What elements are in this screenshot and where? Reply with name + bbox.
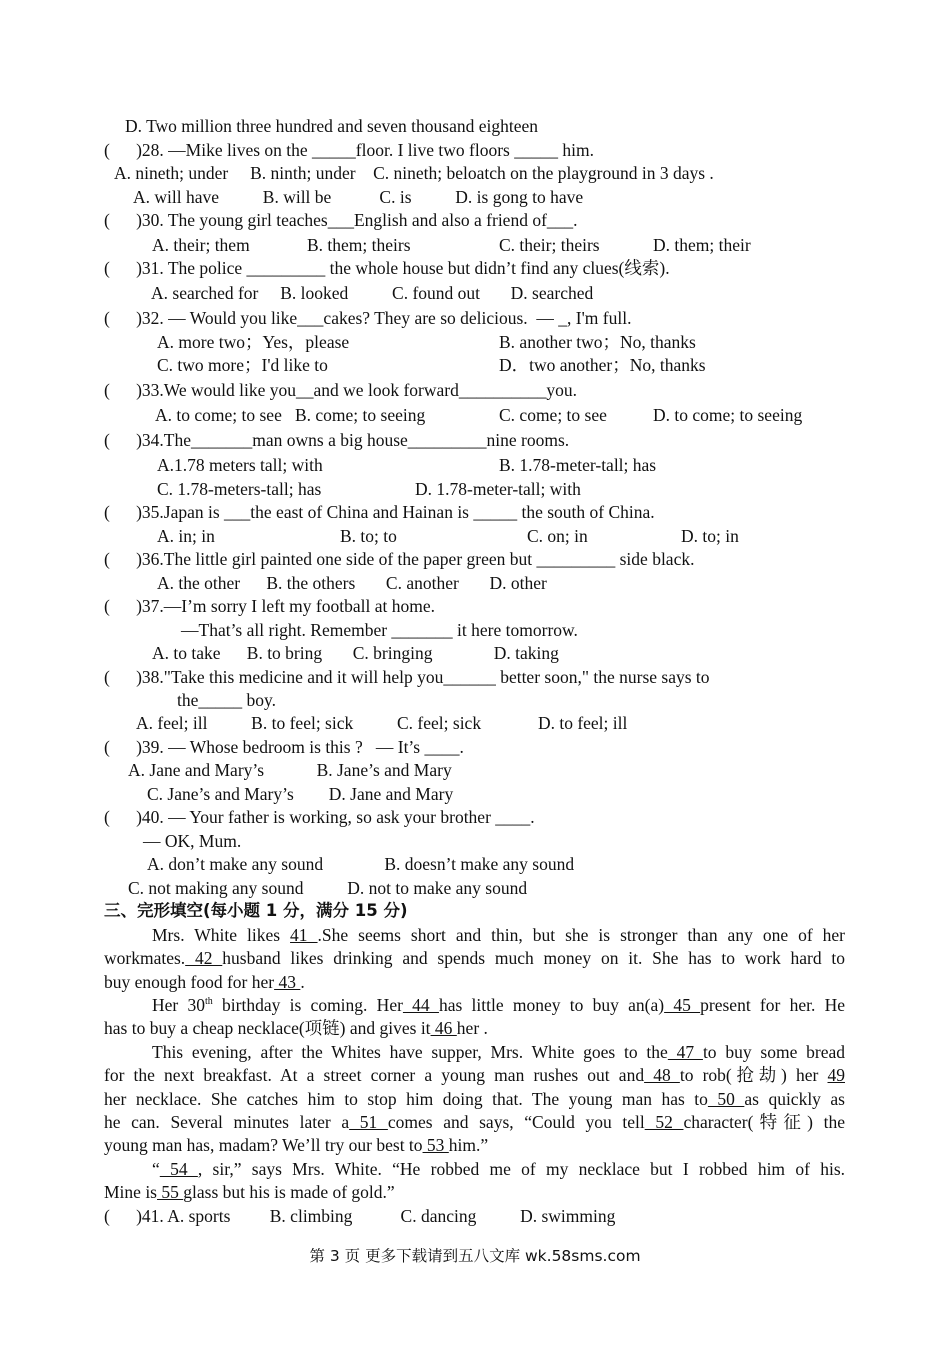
question-37-options: A. to take B. to bring C. bringing D. taking <box>152 643 559 663</box>
question-36-options: A. the other B. the others C. another D. other <box>157 573 547 593</box>
passage-line: Mine is 55 glass but his is made of gold.” <box>104 1182 395 1202</box>
q33-option-d: D. to come; to seeing <box>653 405 803 425</box>
question-41: ( )41. A. sports B. climbing C. dancing D. swimming <box>104 1206 616 1226</box>
q34-option-d: D. 1.78-meter-tall; with <box>415 479 581 499</box>
q40-options-ab: A. don’t make any sound B. doesn’t make any sound <box>147 854 575 874</box>
passage-line: This evening, after the Whites have supper, Mrs. White goes to the 47 to buy some bread <box>152 1042 846 1062</box>
blank-52: 52 <box>644 1112 684 1132</box>
blank-44: 44 <box>402 995 439 1015</box>
question-28-options: A. nineth; under B. ninth; under C. nineth; beloatch on the playground in 3 days . <box>114 163 714 183</box>
q34-option-b: B. 1.78-meter-tall; has <box>499 455 657 475</box>
question-35: ( )35.Japan is ___the east of China and Hainan is _____ the south of China. <box>104 502 655 522</box>
q30-option-a: A. their; them <box>152 235 250 255</box>
question-40: ( )40. — Your father is working, so ask your brother ____. <box>104 807 535 827</box>
section-3-title: 三、完形填空(每小题 1 分，满分 15 分) <box>104 901 408 920</box>
q33-option-c: C. come; to see <box>499 405 607 425</box>
q30-option-b: B. them; theirs <box>307 235 411 255</box>
blank-41: 41 <box>290 925 318 945</box>
question-34: ( )34.The_______man owns a big house_________nine rooms. <box>104 430 570 450</box>
blank-42: 42 <box>185 948 223 968</box>
blank-45: 45 <box>664 995 701 1015</box>
blank-55: 55 <box>157 1182 184 1202</box>
question-36: ( )36.The little girl painted one side of the paper green but _________ side black. <box>104 549 695 569</box>
q34-option-a: A.1.78 meters tall; with <box>157 455 323 475</box>
blank-47: 47 <box>667 1042 703 1062</box>
passage-line: workmates. 42 husband likes drinking and spends much money on it. She has to work hard to <box>104 948 846 968</box>
passage-line: for the next breakfast. At a street corner a young man rushes out and 48 to rob(抢劫) her 49 <box>104 1065 845 1085</box>
passage-line: “ 54 , sir,” says Mrs. White. “He robbed me of my necklace but I robbed him of his. <box>152 1159 845 1179</box>
blank-48: 48 <box>644 1065 680 1085</box>
q35-option-b: B. to; to <box>340 526 397 546</box>
question-29-options: A. will have B. will be C. is D. is gong to have <box>133 187 584 207</box>
q35-option-d: D. to; in <box>681 526 739 546</box>
question-38-continued: the_____ boy. <box>177 690 276 710</box>
blank-50: 50 <box>707 1089 745 1109</box>
q27-option-d: D. Two million three hundred and seven thousand eighteen <box>125 116 539 136</box>
q39-options-ab: A. Jane and Mary’s B. Jane’s and Mary <box>128 760 452 780</box>
question-28: ( )28. —Mike lives on the _____floor. I live two floors _____ him. <box>104 140 594 160</box>
question-31: ( )31. The police _________ the whole house but didn’t find any clues(线索). <box>104 258 670 278</box>
q32-option-b: B. another two；No, thanks <box>499 332 696 352</box>
question-33: ( )33.We would like you__and we look forward__________you. <box>104 380 577 400</box>
question-37-reply: —That’s all right. Remember _______ it here tomorrow. <box>181 620 578 640</box>
question-32: ( )32. — Would you like___cakes? They are so delicious. — _, I'm full. <box>104 308 632 328</box>
q32-option-d: D．two another；No, thanks <box>499 355 706 375</box>
passage-line: Mrs. White likes 41 .She seems short and thin, but she is stronger than any one of her <box>152 925 845 945</box>
blank-51: 51 <box>349 1112 388 1132</box>
question-30: ( )30. The young girl teaches___English and also a friend of___. <box>104 210 578 230</box>
question-38-options: A. feel; ill B. to feel; sick C. feel; sick D. to feel; ill <box>136 713 628 733</box>
q33-options-ab: A. to come; to see B. come; to seeing <box>155 405 426 425</box>
q30-option-d: D. them; their <box>653 235 751 255</box>
q32-option-c: C. two more；I'd like to <box>157 355 328 375</box>
passage-line: buy enough food for her 43 . <box>104 972 305 992</box>
q35-option-c: C. on; in <box>527 526 588 546</box>
blank-53: 53 <box>422 1135 449 1155</box>
passage-line: he can. Several minutes later a 51 comes and says, “Could you tell 52 character(特征) the <box>104 1112 846 1132</box>
q32-option-a: A. more two；Yes，please <box>157 332 350 352</box>
question-37: ( )37.—I’m sorry I left my football at home. <box>104 596 435 616</box>
q30-option-c: C. their; theirs <box>499 235 600 255</box>
blank-43: 43 <box>274 972 301 992</box>
passage-line: young man has, madam? We’ll try our best to 53 him.” <box>104 1135 489 1155</box>
q34-option-c: C. 1.78-meters-tall; has <box>157 479 322 499</box>
question-39: ( )39. — Whose bedroom is this ? — It’s ____. <box>104 737 464 757</box>
q35-option-a: A. in; in <box>157 526 215 546</box>
question-38: ( )38."Take this medicine and it will help you______ better soon," the nurse says to <box>104 667 710 687</box>
blank-49: 49 <box>827 1065 845 1085</box>
blank-46: 46 <box>430 1018 457 1038</box>
passage-line: her necklace. She catches him to stop him doing that. The young man has to 50 as quickly as <box>104 1089 845 1109</box>
blank-54: 54 <box>159 1159 198 1179</box>
q39-options-cd: C. Jane’s and Mary’s D. Jane and Mary <box>147 784 454 804</box>
question-40-reply: — OK, Mum. <box>143 831 242 851</box>
passage-line: has to buy a cheap necklace(项链) and gives it 46 her . <box>104 1018 488 1038</box>
question-31-options: A. searched for B. looked C. found out D. searched <box>151 283 594 303</box>
page-footer: 第 3 页 更多下载请到五八文库 wk.58sms.com <box>309 1247 641 1265</box>
q40-options-cd: C. not making any sound D. not to make any sound <box>128 878 528 898</box>
passage-line: Her 30th birthday is coming. Her 44 has little money to buy an(a) 45 present for her. He <box>152 995 846 1015</box>
